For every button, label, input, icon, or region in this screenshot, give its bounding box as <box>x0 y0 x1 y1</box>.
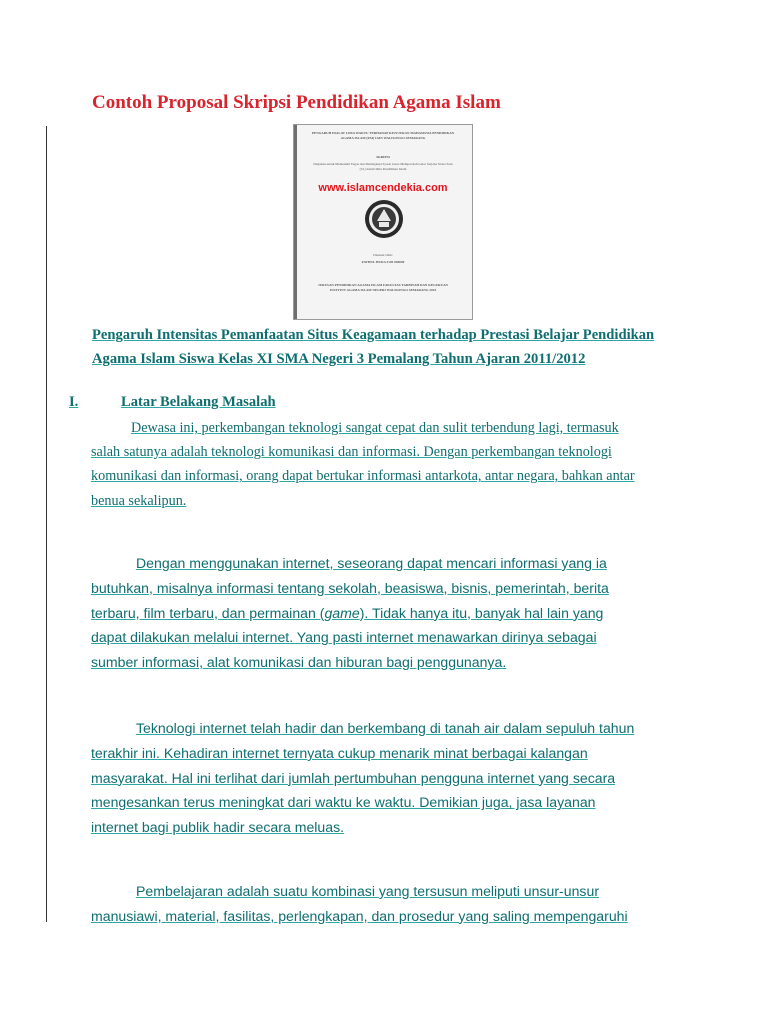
paragraph-3-line-5: internet bagi publik hadir secara meluas. <box>91 819 345 836</box>
cover-institution: JURUSAN PENDIDIKAN AGAMA ISLAM FAKULTAS TARBIYAH DAN KEGURUAN INSTITUT AGAMA ISLAM NEGERI WALISONGO SEMARANG 2010 <box>318 283 448 292</box>
paragraph-2 <box>91 551 691 675</box>
paragraph-1-line-2: salah satunya adalah teknologi komunikasi dan informasi. Dengan perkembangan teknologi <box>91 444 612 461</box>
page-margin-line <box>46 126 47 922</box>
paragraph-2-line-3: terbaru, film terbaru, dan permainan (game). Tidak hanya itu, banyak hal lain yang <box>91 604 604 621</box>
italic-game: game <box>324 604 360 621</box>
paragraph-3-line-3: masyarakat. Hal ini terlihat dari jumlah pertumbuhan pengguna internet yang secara <box>91 769 616 786</box>
cover-heading: PENGARUH DIALAT LIMA WAKTU TERHADAP KEJUJURAN MAHASISWA PENDIDIKAN AGAMA ISLAM (PAI) IAIN WALISONGO SEMARANG <box>311 131 455 140</box>
section-title: Latar Belakang Masalah <box>121 394 276 410</box>
page-title: Contoh Proposal Skripsi Pendidikan Agama Islam <box>92 92 501 113</box>
cover-by-label: Disusun Oleh: <box>373 253 393 257</box>
thesis-title <box>92 323 682 371</box>
paragraph-2-line-1: Dengan menggunakan internet, seseorang dapat mencari informasi yang ia <box>136 555 607 571</box>
thesis-title-line-1: Pengaruh Intensitas Pemanfaatan Situs Keagamaan terhadap Prestasi Belajar Pendidikan <box>92 327 655 343</box>
paragraph-2-line-2: butuhkan, misalnya informasi tentang sekolah, beasiswa, bisnis, pemerintah, berita <box>91 579 609 596</box>
paragraph-3-line-4: mengesankan terus meningkat dari waktu ke waktu. Demikian juga, jasa layanan <box>91 794 596 811</box>
paragraph-4-line-1: Pembelajaran adalah suatu kombinasi yang tersusun meliputi unsur-unsur <box>136 883 600 899</box>
cover-website-watermark: www.islamcendekia.com <box>318 182 448 194</box>
paragraph-2-line-4: dapat dilakukan melalui internet. Yang pasti internet menawarkan dirinya sebagai <box>91 629 597 646</box>
paragraph-3-line-2: terakhir ini. Kehadiran internet ternyata cukup menarik minat berbagai kalangan <box>91 744 588 761</box>
thesis-cover-image <box>293 124 473 320</box>
paragraph-4 <box>91 879 691 929</box>
thesis-title-line-2: Agama Islam Siswa Kelas XI SMA Negeri 3 Pemalang Tahun Ajaran 2011/2012 <box>92 351 586 367</box>
cover-label: SKRIPSI <box>376 155 390 159</box>
cover-purpose: Diajukan untuk Memenuhi Tugas dan Melengkapi Syarat Guna Memperoleh Gelar Sarjana Strata Satu (S1) dalam Ilmu Pendidikan Islam <box>313 162 453 171</box>
paragraph-2-line-5: sumber informasi, alat komunikasi dan hiburan bagi penggunanya. <box>91 654 507 671</box>
paragraph-1-line-4: benua sekalipun. <box>91 492 187 509</box>
paragraph-3 <box>91 716 691 840</box>
paragraph-1-line-3: komunikasi dan informasi, orang dapat bertukar informasi antarkota, antar negara, bahkan antar <box>91 468 635 485</box>
paragraph-1-line-1: Dewasa ini, perkembangan teknologi sangat cepat dan sulit terbendung lagi, termasuk <box>131 420 619 436</box>
paragraph-1 <box>91 416 681 513</box>
cover-author: FATHUL HUDA 3105 000000 <box>361 260 405 264</box>
section-number: I. <box>69 394 79 410</box>
paragraph-3-line-1: Teknologi internet telah hadir dan berkembang di tanah air dalam sepuluh tahun <box>136 720 635 736</box>
paragraph-4-line-2: manusiawi, material, fasilitas, perlengkapan, dan prosedur yang saling mempengaruhi <box>91 907 628 924</box>
university-seal-icon <box>364 199 404 239</box>
